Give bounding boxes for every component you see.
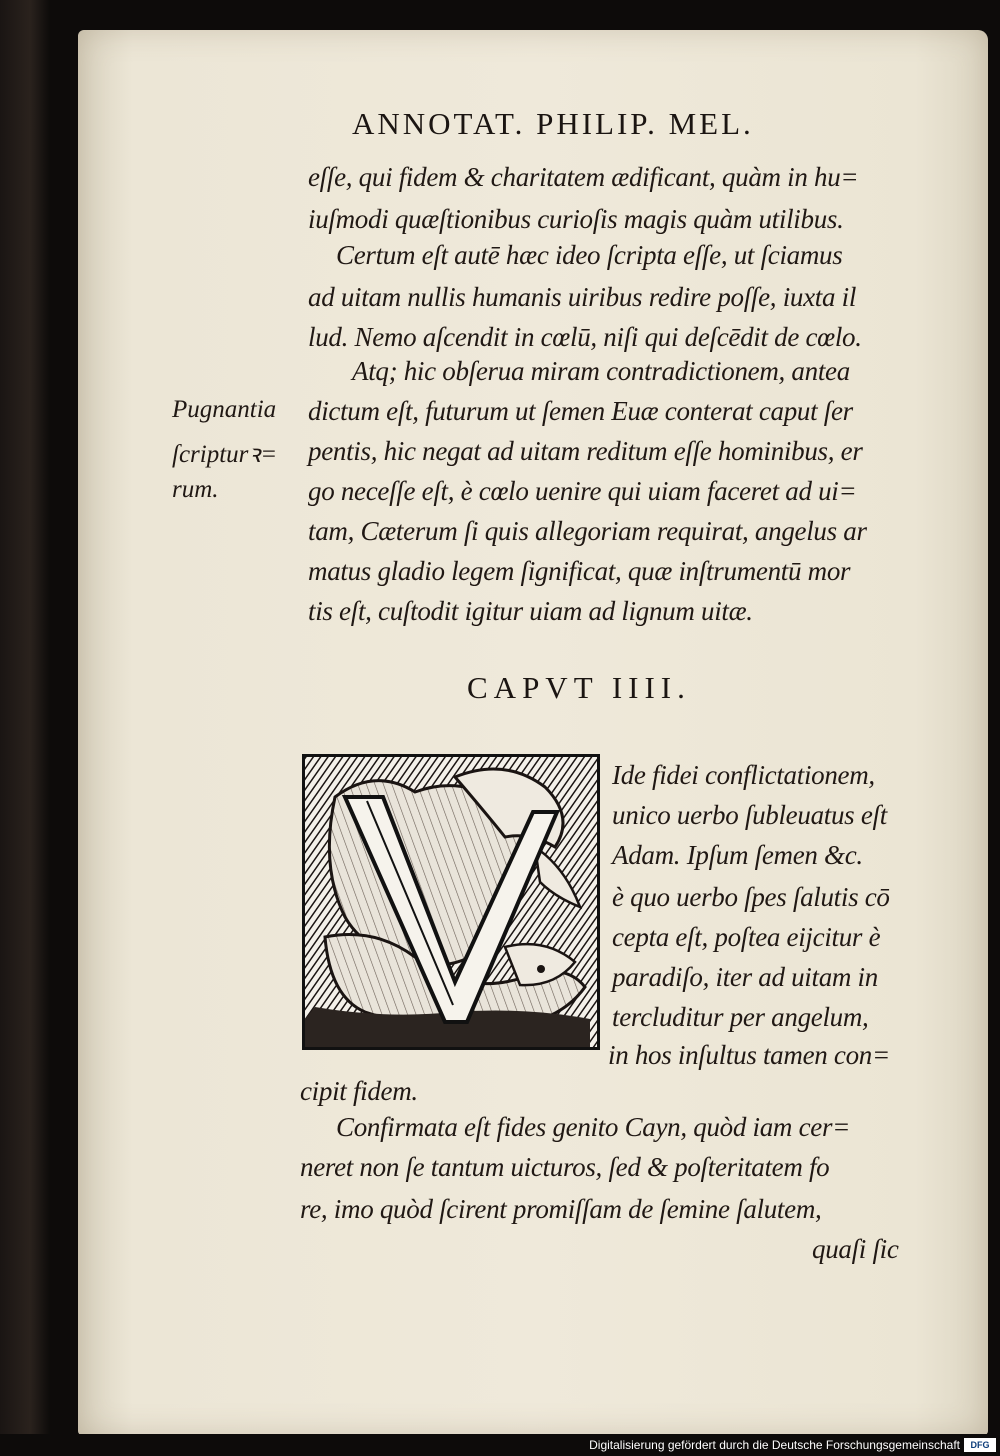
- text-line: dictum eſt, futurum ut ſemen Euæ conterat caput ſer: [308, 396, 853, 426]
- running-head: ANNOTAT. PHILIP. MEL.: [352, 106, 754, 141]
- text-line: Certum eſt autē hæc ideo ſcripta eſſe, ut ſciamus: [336, 240, 843, 270]
- margin-note-line: rum.: [172, 476, 219, 503]
- text-line: è quo uerbo ſpes ſalutis cō: [612, 882, 890, 912]
- text-line: cepta eſt, poſtea eijcitur è: [612, 922, 881, 952]
- text-line: ad uitam nullis humanis uiribus redire poſſe, iuxta il: [308, 282, 857, 312]
- text-line: tercluditur per angelum,: [612, 1002, 869, 1032]
- text-line: unico uerbo ſubleuatus eſt: [612, 800, 887, 830]
- text-line: go neceſſe eſt, è cœlo uenire qui uiam faceret ad ui=: [308, 476, 857, 506]
- show-through-text: [913, 328, 917, 348]
- text-line: tis eſt, cuſtodit igitur uiam ad lignum uitæ.: [308, 596, 753, 626]
- text-line: matus gladio legem ſignificat, quæ inſtrumentū mor: [308, 556, 851, 586]
- text-line: Ide fidei conflictationem,: [612, 760, 875, 790]
- margin-note-line: ſcripturꝛ=: [172, 441, 278, 468]
- text-line: paradiſo, iter ad uitam in: [612, 962, 878, 992]
- woodcut-illustration: [305, 757, 597, 1047]
- text-line: neret non ſe tantum uicturos, ſed & poſteritatem fo: [300, 1152, 830, 1182]
- dfg-logo: DFG: [964, 1438, 996, 1452]
- text-line: Adam. Ipſum ſemen &c.: [612, 840, 863, 870]
- text-line: Confirmata eſt fides genito Cayn, quòd iam cer=: [336, 1112, 851, 1142]
- text-line: lud. Nemo aſcendit in cœlū, niſi qui deſcēdit de cœlo.: [308, 322, 862, 352]
- digitization-credit: Digitalisierung gefördert durch die Deutsche Forschungsgemeinschaft: [589, 1438, 960, 1452]
- catchword: quaſi ſic: [812, 1234, 899, 1264]
- text-line: cipit fidem.: [300, 1076, 418, 1106]
- text-line: Atq; hic obſerua miram contradictionem, antea: [352, 356, 850, 386]
- decorated-initial: [302, 754, 600, 1050]
- text-line: iuſmodi quæſtionibus curioſis magis quàm utilibus.: [308, 204, 844, 234]
- text-line: pentis, hic negat ad uitam reditum eſſe hominibus, er: [308, 436, 863, 466]
- chapter-heading: CAPVT IIII.: [467, 670, 691, 705]
- initial-letter: [305, 757, 306, 758]
- margin-note-line: Pugnantia: [172, 396, 277, 423]
- text-line: tam, Cæterum ſi quis allegoriam requirat, angelus ar: [308, 516, 867, 546]
- text-line: eſſe, qui fidem & charitatem ædificant, quàm in hu=: [308, 162, 859, 192]
- text-line: in hos inſultus tamen con=: [608, 1040, 890, 1070]
- text-line: re, imo quòd ſcirent promiſſam de ſemine ſalutem,: [300, 1194, 822, 1224]
- book-spine-shadow: [0, 0, 50, 1456]
